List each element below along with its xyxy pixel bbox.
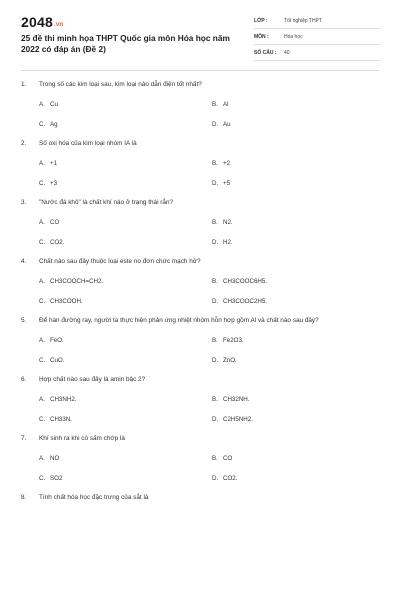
option-d[interactable]: D. CH3COOC2H5. — [212, 298, 268, 305]
option-b[interactable]: B. +2 — [212, 160, 231, 167]
option-b[interactable]: B. Al — [212, 101, 229, 108]
question-5 — [0, 316, 400, 366]
meta-value: Tốt nghiệp THPT — [284, 18, 322, 24]
question-3 — [0, 198, 400, 248]
option-a[interactable]: A. Cu — [39, 101, 58, 108]
meta-value: Hóa học — [284, 34, 303, 40]
option-d[interactable]: D. ZnO. — [212, 357, 237, 364]
question-6 — [0, 375, 400, 425]
question-text: Chất nào sau đây thuộc loại este no đơn chức mạch hở? — [39, 258, 201, 265]
question-stem — [0, 434, 400, 444]
option-d[interactable]: D. +5 — [212, 180, 231, 187]
option-a[interactable]: A. +1 — [39, 160, 58, 167]
option-b[interactable]: B. CH32NH. — [212, 396, 250, 403]
question-stem — [0, 257, 400, 267]
option-c[interactable]: C. CuO. — [39, 357, 65, 364]
question-number: 3. — [21, 199, 27, 206]
option-c[interactable]: C. SO2 — [39, 475, 63, 482]
option-b[interactable]: B. CH3COOC6H5. — [212, 278, 268, 285]
option-c[interactable]: C. +3 — [39, 180, 58, 187]
option-b[interactable]: B. N2. — [212, 219, 233, 226]
meta-row-question-count — [254, 47, 380, 61]
question-stem — [0, 198, 400, 208]
option-c[interactable]: C. CH3COOH. — [39, 298, 83, 305]
meta-row-subject — [254, 31, 380, 45]
question-text: Để hàn đường ray, người ta thực hiện phản ứng nhiệt nhôm hỗn hợp gồm Al và chất nào sau đây? — [39, 317, 319, 324]
option-a[interactable]: A. FeO. — [39, 337, 64, 344]
question-7 — [0, 434, 400, 484]
question-stem — [0, 139, 400, 149]
question-number: 6. — [21, 376, 27, 383]
question-text: Khí sinh ra khi có sấm chớp là — [39, 435, 125, 442]
question-number: 5. — [21, 317, 27, 324]
meta-label: MÔN : — [254, 34, 269, 40]
document-title: 25 đề thi minh họa THPT Quốc gia môn Hóa học năm 2022 có đáp án (Đề 2) — [21, 33, 230, 54]
meta-label: LỚP : — [254, 18, 268, 24]
document-meta — [254, 15, 380, 63]
option-b[interactable]: B. CO — [212, 455, 233, 462]
question-4 — [0, 257, 400, 307]
question-number: 4. — [21, 258, 27, 265]
question-number: 1. — [21, 81, 27, 88]
question-text: Tính chất hóa học đặc trưng của sắt là — [39, 494, 149, 501]
document-header — [0, 0, 400, 68]
question-text: Trong số các kim loại sau, kim loại nào dẫn điện tốt nhất? — [39, 81, 202, 88]
header-divider — [21, 70, 379, 71]
option-a[interactable]: A. NO — [39, 455, 60, 462]
question-stem — [0, 493, 400, 503]
question-number: 7. — [21, 435, 27, 442]
question-stem — [0, 375, 400, 385]
option-a[interactable]: A. CH3COOCH=CH2. — [39, 278, 104, 285]
meta-value: 40 — [284, 50, 290, 56]
meta-label: SỐ CÂU : — [254, 50, 277, 56]
option-c[interactable]: C. CH33N. — [39, 416, 73, 423]
option-d[interactable]: D. CO2. — [212, 475, 238, 482]
option-c[interactable]: C. CO2. — [39, 239, 65, 246]
question-2 — [0, 139, 400, 189]
option-b[interactable]: B. Fe2O3. — [212, 337, 244, 344]
question-list — [0, 80, 400, 503]
option-d[interactable]: D. C2H5NH2. — [212, 416, 253, 423]
option-c[interactable]: C. Ag — [39, 121, 58, 128]
question-stem — [0, 80, 400, 90]
question-number: 2. — [21, 140, 27, 147]
option-a[interactable]: A. CH3NH2. — [39, 396, 77, 403]
option-a[interactable]: A. CO — [39, 219, 60, 226]
question-stem — [0, 316, 400, 326]
question-number: 8. — [21, 494, 27, 501]
question-text: Hợp chất nào sau đây là amin bậc 2? — [39, 376, 146, 383]
option-d[interactable]: D. Au — [212, 121, 231, 128]
question-8 — [0, 493, 400, 503]
question-text: "Nước đá khô" là chất khí nào ở trạng thái rắn? — [39, 199, 174, 206]
site-logo[interactable]: 2048.vn — [21, 14, 64, 30]
question-text: Số oxi hóa của kim loại nhóm IA là — [39, 140, 137, 147]
option-d[interactable]: D. H2. — [212, 239, 233, 246]
question-1 — [0, 80, 400, 130]
meta-row-grade — [254, 15, 380, 29]
